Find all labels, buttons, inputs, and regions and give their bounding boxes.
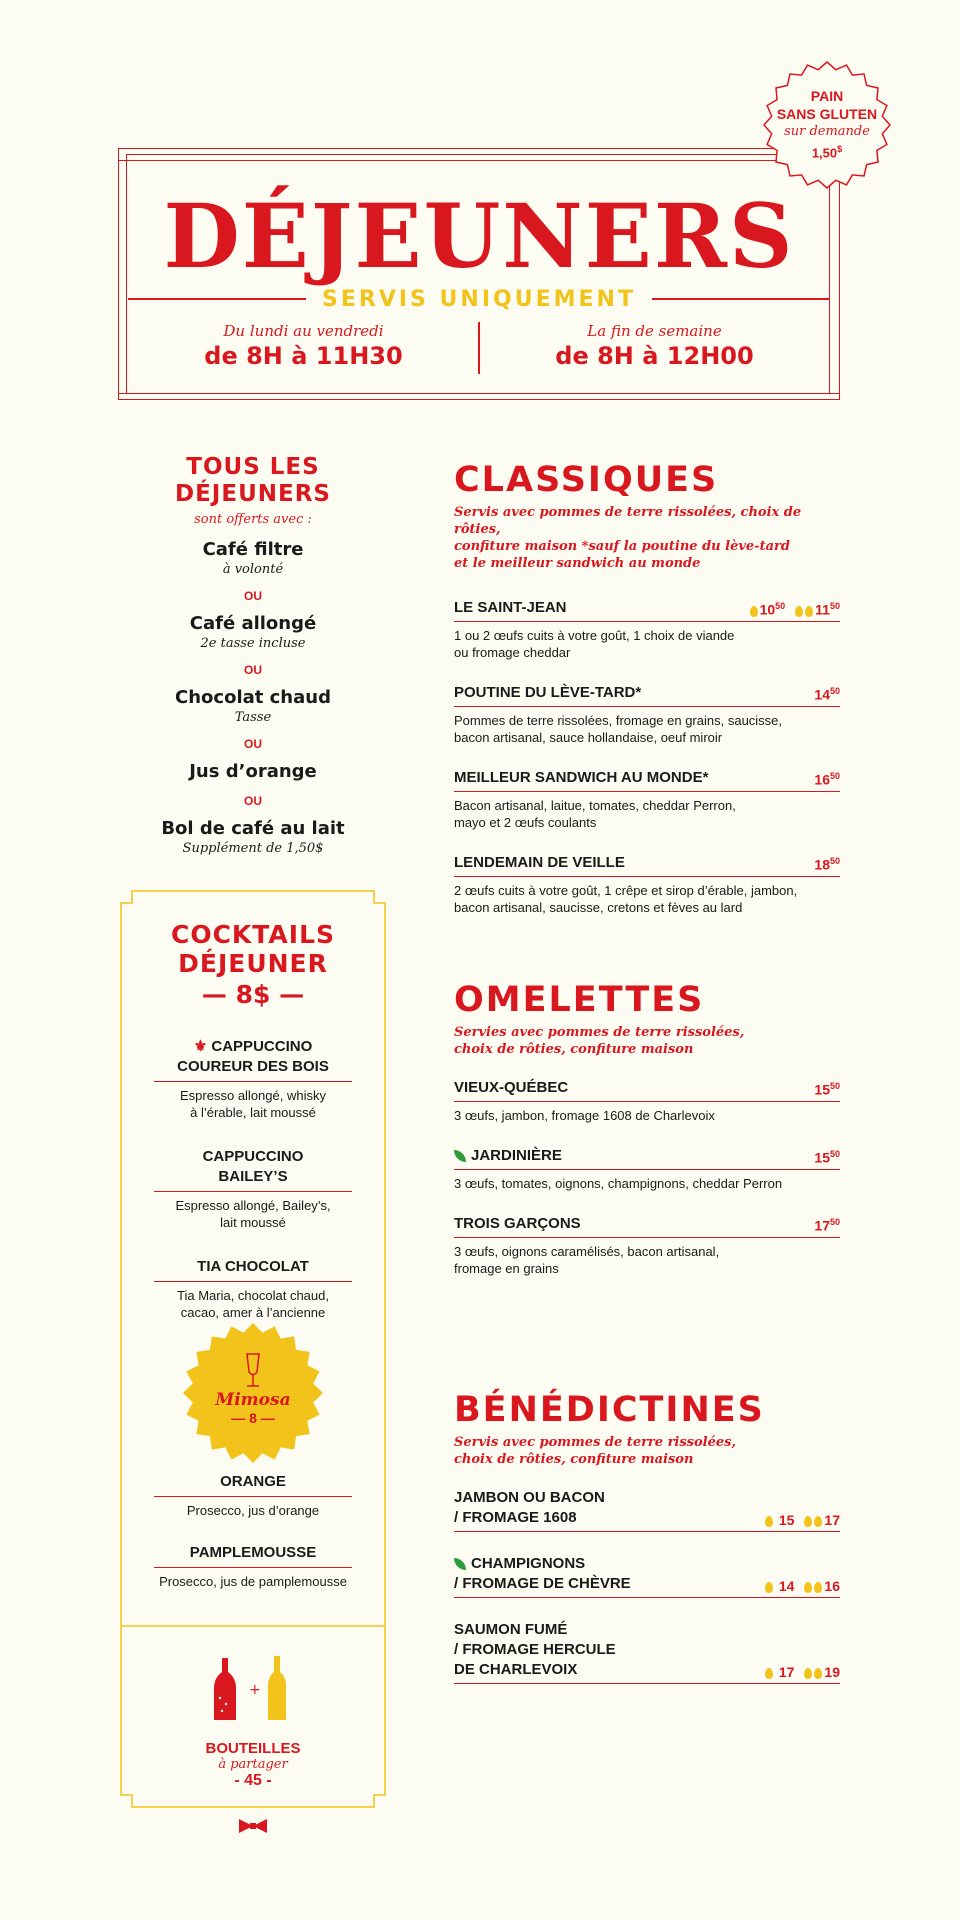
omelettes-section (454, 980, 840, 1277)
dish-name: JARDINIÈRE (454, 1146, 562, 1166)
drink-item (140, 687, 366, 725)
dish-item (454, 1620, 840, 1684)
cocktails-panel (120, 890, 386, 1808)
cocktail-item (154, 1147, 352, 1231)
cocktails-price: — 8$ — (201, 980, 305, 1009)
dish-price: $15^{50}$ (814, 1081, 840, 1098)
cocktail-desc: Tia Maria, chocolat chaud, cacao, amer à l’ancienne (177, 1288, 329, 1320)
dish-head (454, 1078, 840, 1102)
egg-icon (750, 606, 758, 617)
dish-price: $15^{50}$ (814, 1149, 840, 1166)
cocktail-desc: Espresso allongé, Bailey’s, lait moussé (175, 1198, 331, 1230)
mimosa-text (182, 1322, 324, 1464)
bottles-title: BOUTEILLES (205, 1740, 301, 1757)
cocktail-name: ⚜ CAPPUCCINO COUREUR DES BOIS (154, 1037, 352, 1082)
egg-icon (805, 606, 813, 617)
badge-text (762, 60, 892, 190)
dish-head (454, 683, 840, 707)
dish-head (454, 1214, 840, 1238)
dish-desc: 3 œufs, tomates, oignons, champignons, cheddar Perron (454, 1176, 783, 1191)
drink-note: 2e tasse incluse (200, 636, 306, 651)
dish-head (454, 1554, 840, 1598)
cocktail-item (154, 1037, 352, 1121)
drink-name: Café filtre (202, 539, 304, 560)
badge-price: 1,50$ (811, 144, 843, 161)
egg-icon (765, 1516, 773, 1527)
mimosa-item-name: PAMPLEMOUSSE (154, 1543, 352, 1568)
section-subtitle: Servis avec pommes de terre rissolées, choix de rôties, confiture maison (454, 1435, 737, 1467)
dish-name: CHAMPIGNONS / FROMAGE DE CHÈVRE (454, 1555, 631, 1592)
drink-item (140, 761, 366, 782)
dish-desc: Pommes de terre rissolées, fromage en grains, saucisse, bacon artisanal, sauce hollandaise, oeuf miroir (454, 713, 783, 745)
dish-price: 17 19 (765, 1664, 840, 1680)
weekday-label: Du lundi au vendredi (223, 322, 384, 340)
divider (128, 298, 306, 300)
egg-icon (814, 1516, 822, 1527)
vegetarian-leaf-icon (454, 1150, 466, 1162)
weekend-label: La fin de semaine (587, 322, 722, 340)
servis-label: SERVIS UNIQUEMENT (322, 286, 636, 312)
drink-note: Supplément de 1,50$ (182, 841, 324, 856)
mimosa-item (154, 1472, 352, 1519)
mimosa-badge (182, 1322, 324, 1464)
drink-note: Tasse (234, 710, 272, 725)
section-subtitle: Servis avec pommes de terre rissolées, choix de rôties, confiture maison *sauf la poutine du lève-tard et le meilleur sandwich au monde (454, 505, 802, 571)
section-title: CLASSIQUES (454, 460, 719, 500)
included-subtitle: sont offerts avec : (194, 512, 312, 527)
dish-name: LE SAINT-JEAN (454, 599, 567, 616)
weekend-hours (479, 322, 830, 370)
dish-price: $14^{50}$ (814, 686, 840, 703)
dish-item (454, 1146, 840, 1192)
drink-item (140, 539, 366, 577)
divider (652, 298, 830, 300)
egg-icon (814, 1582, 822, 1593)
dish-name: JAMBON OU BACON / FROMAGE 1608 (454, 1489, 605, 1526)
drink-item (140, 613, 366, 651)
or-label: OU (244, 589, 262, 603)
bottles-sub: à partager (218, 1757, 288, 1772)
egg-icon (804, 1516, 812, 1527)
dish-head (454, 768, 840, 792)
mimosa-price: — 8 — (231, 1410, 275, 1426)
dish-item (454, 1214, 840, 1277)
badge-line3: sur demande (784, 124, 870, 140)
dish-head (454, 1620, 840, 1684)
section-title: OMELETTES (454, 980, 705, 1020)
included-heading-1: TOUS LES (186, 454, 320, 480)
page-title: DÉJEUNERS (163, 184, 795, 288)
cocktails-content (120, 890, 386, 1321)
dish-price: 14 16 (765, 1578, 840, 1594)
badge-line2: SANS GLUTEN (776, 106, 878, 123)
dish-name: LENDEMAIN DE VEILLE (454, 854, 625, 871)
or-label: OU (244, 794, 262, 808)
mimosa-name: Mimosa (215, 1390, 291, 1410)
dish-head (454, 853, 840, 877)
or-label: OU (244, 663, 262, 677)
cocktails-title-2: DÉJEUNER (178, 949, 328, 978)
svg-text:+: + (249, 1682, 261, 1698)
egg-icon (814, 1668, 822, 1679)
badge-line1: PAIN (810, 88, 844, 105)
fleur-de-lis-icon: ⚜ (193, 1038, 208, 1055)
dish-item (454, 598, 840, 661)
drink-name: Bol de café au lait (161, 818, 345, 839)
dish-desc: Bacon artisanal, laitue, tomates, cheddar Perron, mayo et 2 œufs coulants (454, 798, 736, 830)
dish-price: $16^{50}$ (814, 771, 840, 788)
dish-price: $17^{50}$ (814, 1217, 840, 1234)
egg-icon (804, 1582, 812, 1593)
mimosa-list (120, 1472, 386, 1590)
mimosa-item-desc: Prosecco, jus d’orange (186, 1503, 320, 1518)
dish-item (454, 853, 840, 916)
dish-desc: 1 ou 2 œufs cuits à votre goût, 1 choix de viande ou fromage cheddar (454, 628, 735, 660)
vegetarian-leaf-icon (454, 1558, 466, 1570)
classiques-section (454, 460, 840, 916)
dish-item (454, 1554, 840, 1598)
benedictines-section (454, 1390, 840, 1684)
egg-icon (795, 606, 803, 617)
dish-price: $18^{50}$ (814, 856, 840, 873)
cocktail-name: CAPPUCCINO BAILEY’S (154, 1147, 352, 1192)
dish-item (454, 1078, 840, 1124)
bottles-price: - 45 - (234, 1772, 272, 1789)
drink-item (140, 818, 366, 856)
dish-desc: 2 œufs cuits à votre goût, 1 crêpe et sirop d’érable, jambon, bacon artisanal, saucisse, cretons et fèves au lard (454, 883, 798, 915)
included-drinks (140, 454, 366, 856)
gluten-free-badge (762, 60, 892, 190)
dish-head (454, 1146, 840, 1170)
weekday-time: de 8H à 11H30 (204, 342, 403, 370)
cocktail-desc: Espresso allongé, whisky à l’érable, lait moussé (180, 1088, 326, 1120)
drink-note: à volonté (222, 562, 284, 577)
dish-price: $10^{50}$ $11^{50}$ (750, 601, 840, 618)
header (128, 162, 830, 390)
dish-desc: 3 œufs, oignons caramélisés, bacon artisanal, fromage en grains (454, 1244, 720, 1276)
dish-name: POUTINE DU LÈVE-TARD* (454, 684, 642, 701)
section-title: BÉNÉDICTINES (454, 1390, 765, 1430)
dish-head (454, 1488, 840, 1532)
drink-name: Chocolat chaud (175, 687, 331, 708)
bottles (120, 1740, 386, 1790)
drink-name: Café allongé (189, 613, 317, 634)
dish-name: MEILLEUR SANDWICH AU MONDE* (454, 769, 709, 786)
mimosa-item-name: ORANGE (154, 1472, 352, 1497)
dish-item (454, 683, 840, 746)
weekday-hours (128, 322, 479, 370)
dish-price: 15 17 (765, 1512, 840, 1528)
egg-icon (804, 1668, 812, 1679)
included-heading-2: DÉJEUNERS (175, 481, 331, 507)
cocktails-title-1: COCKTAILS (170, 920, 336, 949)
dish-item (454, 768, 840, 831)
weekend-time: de 8H à 12H00 (555, 342, 754, 370)
section-subtitle: Servies avec pommes de terre rissolées, choix de rôties, confiture maison (454, 1025, 745, 1057)
bowtie-icon (238, 1818, 268, 1834)
dish-item (454, 1488, 840, 1532)
dish-head (454, 598, 840, 622)
dish-name: VIEUX-QUÉBEC (454, 1079, 569, 1096)
mimosa-item (154, 1543, 352, 1590)
dish-desc: 3 œufs, jambon, fromage 1608 de Charlevoix (454, 1108, 715, 1123)
dish-name: TROIS GARÇONS (454, 1215, 581, 1232)
cocktail-name: TIA CHOCOLAT (154, 1257, 352, 1282)
drink-name: Jus d’orange (189, 761, 317, 782)
cocktail-item (154, 1257, 352, 1321)
egg-icon (765, 1668, 773, 1679)
dish-name: SAUMON FUMÉ / FROMAGE HERCULE DE CHARLEVOIX (454, 1621, 616, 1678)
mimosa-item-desc: Prosecco, jus de pamplemousse (159, 1574, 347, 1589)
or-label: OU (244, 737, 262, 751)
servis-row (128, 284, 830, 314)
bottles-icon (204, 1654, 304, 1729)
egg-icon (765, 1582, 773, 1593)
